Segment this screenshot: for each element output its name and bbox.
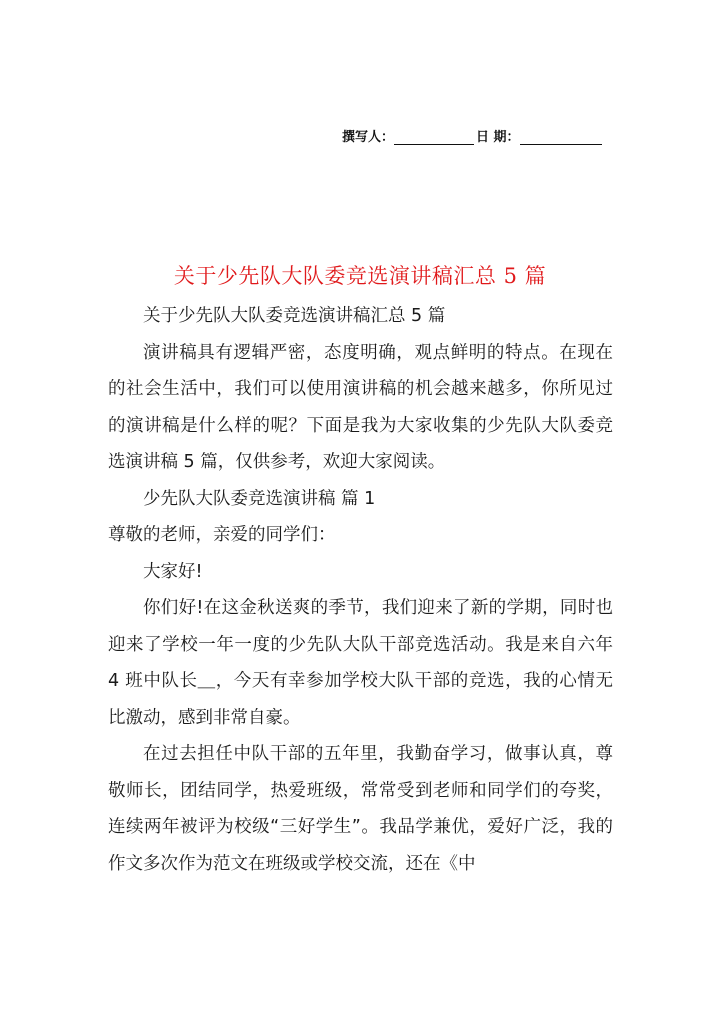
document-body [108, 298, 613, 882]
greeting: 大家好! [143, 561, 203, 582]
salutation: 尊敬的老师，亲爱的同学们： [108, 525, 336, 545]
author-blank-line [394, 130, 474, 145]
paragraph: 演讲稿具有逻辑严密，态度明确，观点鲜明的特点。在现在的社会生活中，我们可以使用演讲稿的机会越来越多，你所见过的演讲稿是什么样的呢？下面是我为大家收集的少先队大队委竞选演讲稿 5 篇，仅供参考，欢迎大家阅读。 [108, 342, 613, 472]
paragraph: 你们好!在这金秋送爽的季节，我们迎来了新的学期，同时也迎来了学校一年一度的少先队大队干部竞选活动。我是来自六年 4 班中队长＿，今天有幸参加学校大队干部的竞选，我的心情无比激动，感到非常自豪。 [108, 598, 613, 728]
paragraph: 关于少先队大队委竞选演讲稿汇总 5 篇 [143, 306, 446, 326]
date-label: 日 期： [476, 130, 520, 145]
date-blank-line [520, 130, 602, 145]
document-header [342, 126, 602, 145]
author-label: 撰写人： [342, 130, 395, 145]
section-heading: 少先队大队委竞选演讲稿 篇 1 [143, 488, 376, 509]
document-title: 关于少先队大队委竞选演讲稿汇总 5 篇 [173, 264, 547, 288]
paragraph: 在过去担任中队干部的五年里，我勤奋学习，做事认真，尊敬师长，团结同学，热爱班级，常常受到老师和同学们的夸奖，连续两年被评为校级“三好学生”。我品学兼优，爱好广泛，我的作文多次作为范文在班级或学校交流，还在《中 [108, 744, 613, 874]
